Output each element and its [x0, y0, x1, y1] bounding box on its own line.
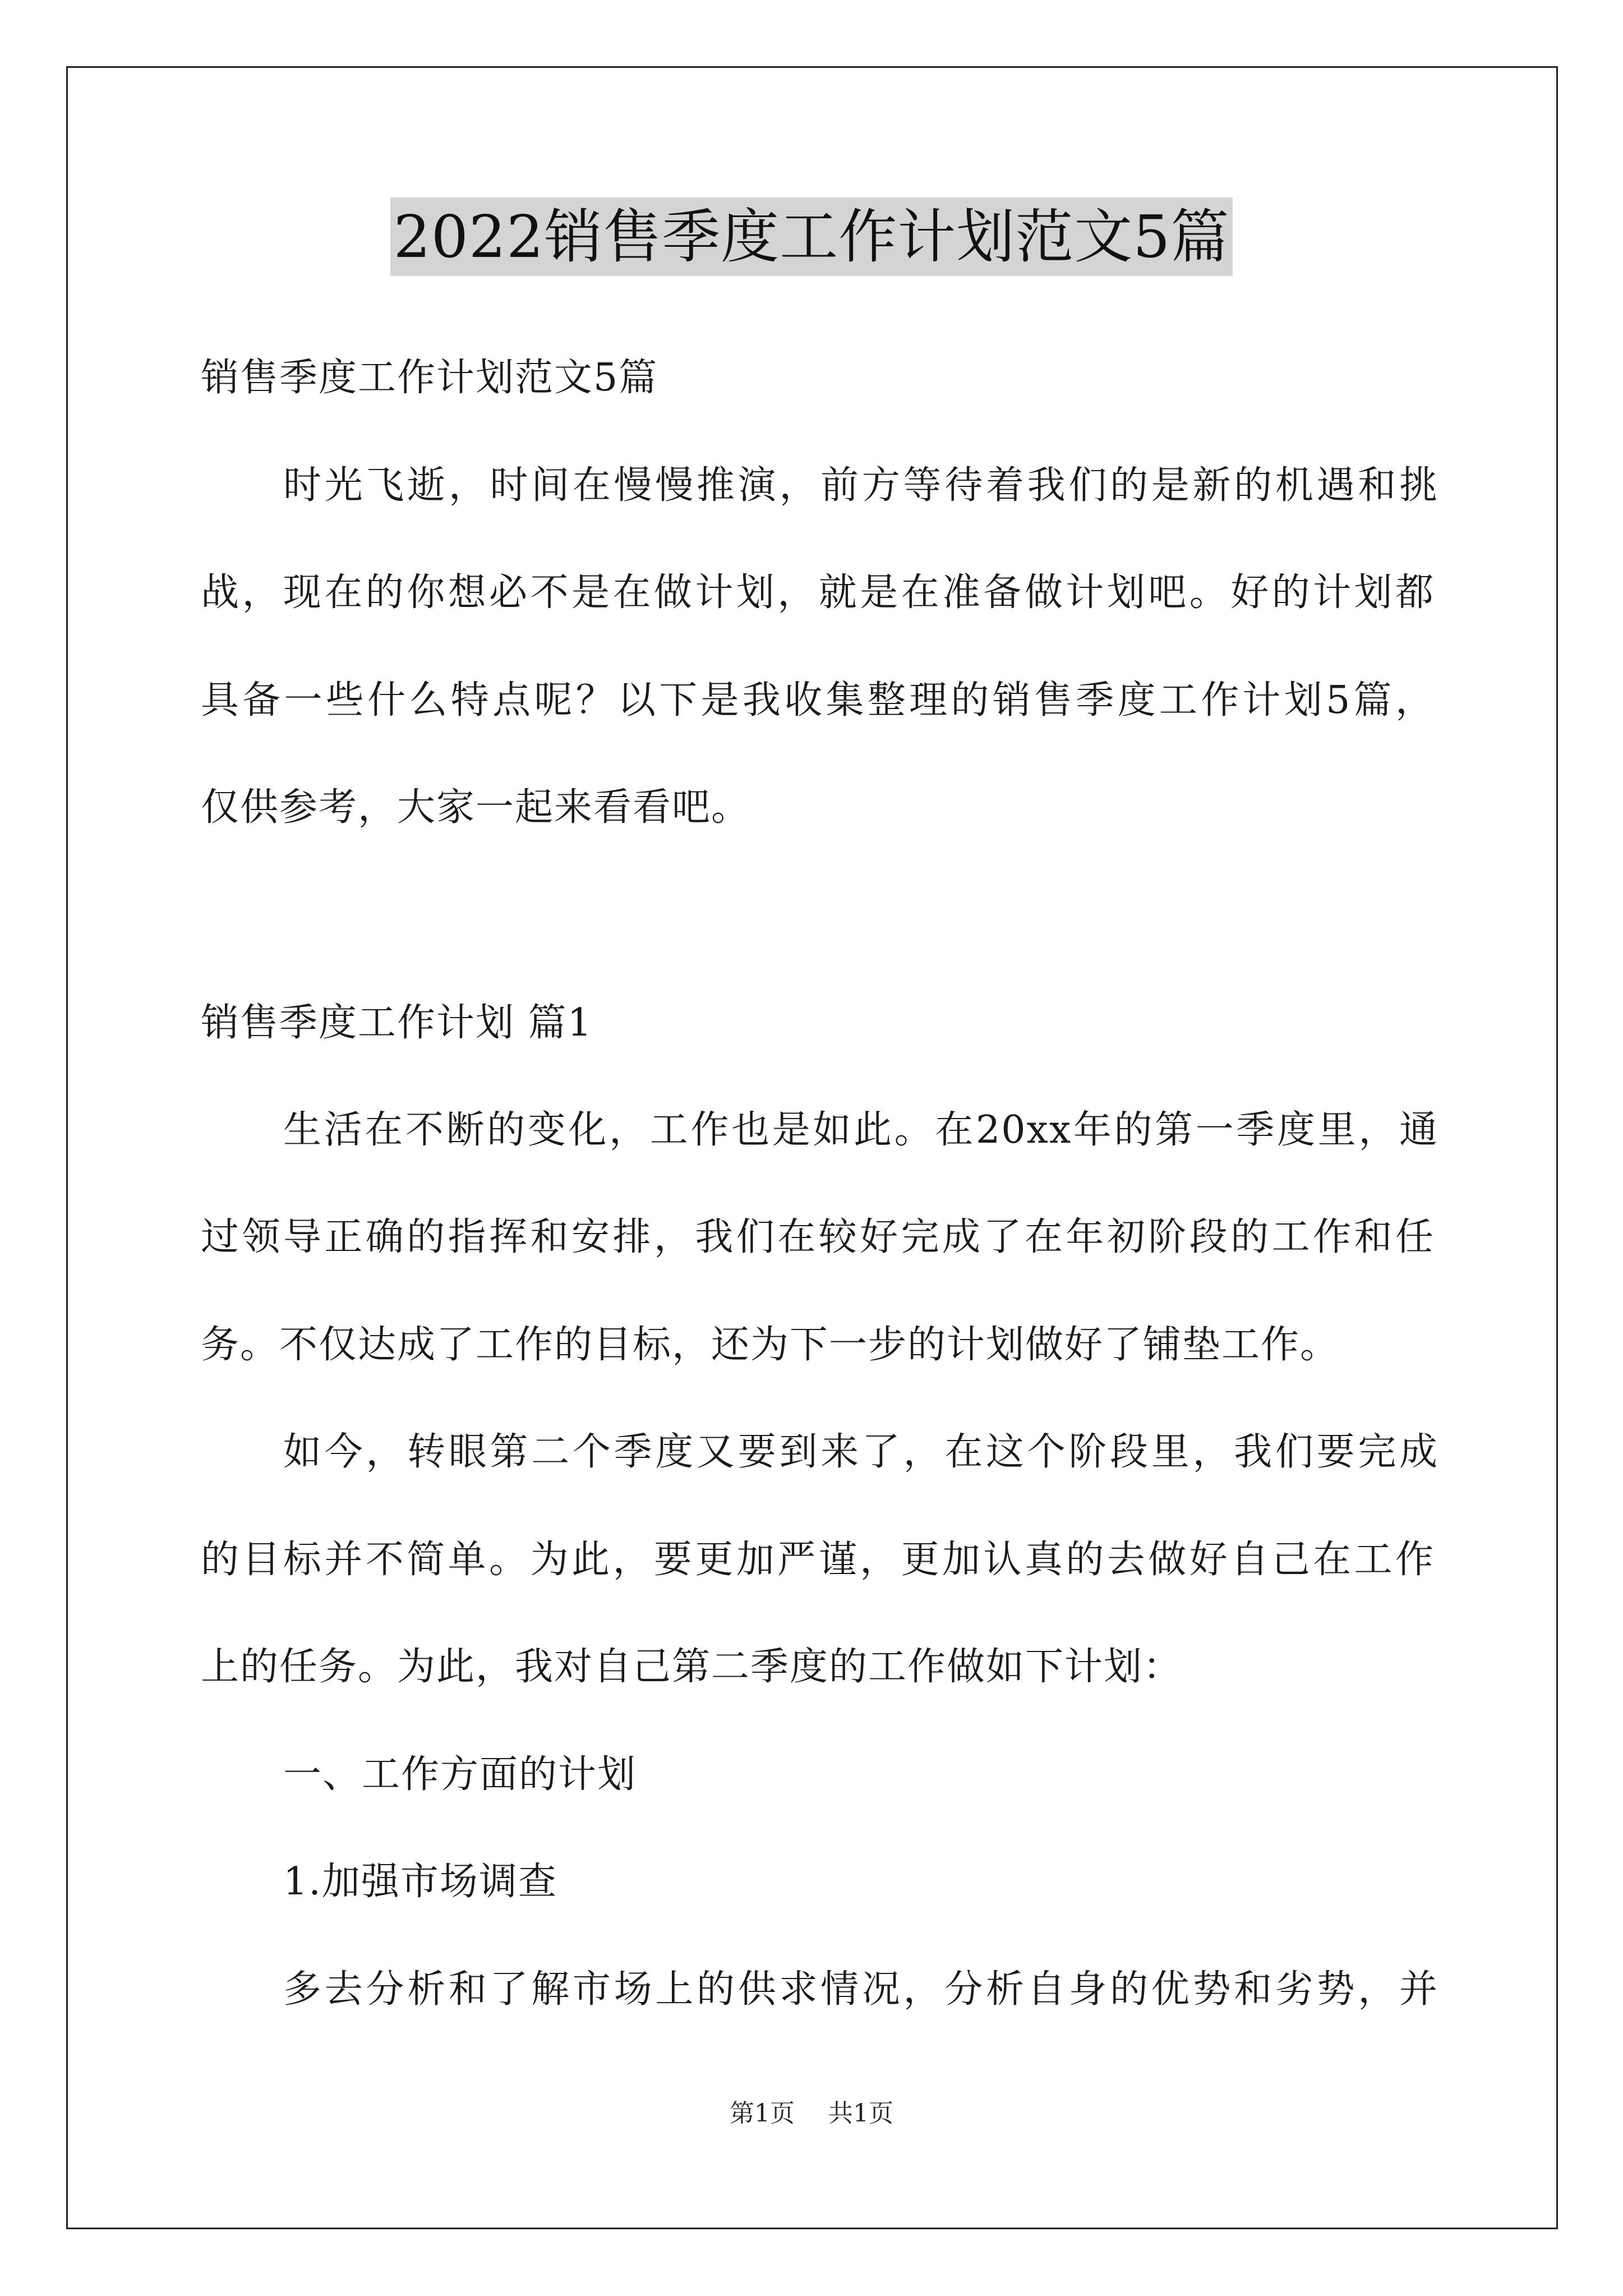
heading-market-survey: 1.加强市场调查	[283, 1860, 557, 1904]
heading-work-plan: 一、工作方面的计划	[283, 1752, 637, 1797]
footer-page-number: 第1页	[730, 2099, 795, 2128]
intro-line-3: 具备一些什么特点呢？以下是我收集整理的销售季度工作计划5篇，	[201, 678, 1435, 723]
footer-total-pages: 共1页	[828, 2099, 893, 2128]
title-container	[0, 197, 1623, 276]
section-heading: 销售季度工作计划 篇1	[201, 1001, 593, 1045]
document-subtitle: 销售季度工作计划范文5篇	[201, 356, 658, 400]
para1-line-3: 务。不仅达成了工作的目标，还为下一步的计划做好了铺垫工作。	[201, 1323, 1340, 1367]
intro-line-4: 仅供参考，大家一起来看看吧。	[201, 785, 751, 830]
intro-line-2: 战，现在的你想必不是在做计划，就是在准备做计划吧。好的计划都	[201, 570, 1435, 615]
para2-line-2: 的目标并不简单。为此，要更加严谨，更加认真的去做好自己在工作	[201, 1538, 1435, 1582]
para1-line-2: 过领导正确的指挥和安排，我们在较好完成了在年初阶段的工作和任	[201, 1215, 1435, 1259]
intro-line-1: 时光飞逝，时间在慢慢推演，前方等待着我们的是新的机遇和挑	[283, 463, 1438, 508]
page-footer	[0, 2097, 1623, 2131]
para2-line-1: 如今，转眼第二个季度又要到来了，在这个阶段里，我们要完成	[283, 1430, 1438, 1474]
document-title: 2022销售季度工作计划范文5篇	[390, 197, 1233, 276]
para1-line-1: 生活在不断的变化，工作也是如此。在20xx年的第一季度里，通	[283, 1108, 1438, 1152]
para3-line-1: 多去分析和了解市场上的供求情况，分析自身的优势和劣势，并	[283, 1967, 1438, 2012]
para2-line-3: 上的任务。为此，我对自己第二季度的工作做如下计划：	[201, 1645, 1183, 1689]
